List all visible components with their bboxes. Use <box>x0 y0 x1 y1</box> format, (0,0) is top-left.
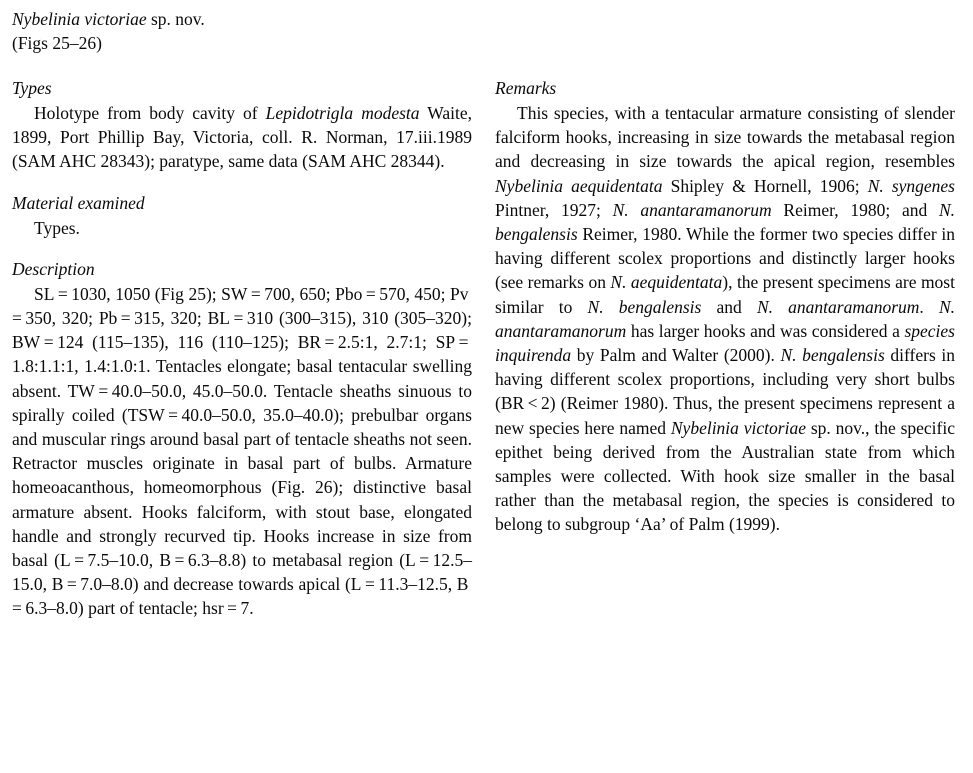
types-paragraph <box>12 101 472 174</box>
remarks-seg-21: differs in having different scolex proportions, including very short bulbs (BR < 2) (Reimer 1980). Thus, the present specimens represent a new species here named <box>495 345 955 438</box>
description-paragraph: SL = 1030, 1050 (Fig 25); SW = 700, 650; Pbo = 570, 450; Pv = 350, 320; Pb = 315, 320; BL = 310 (300–315), 310 (305–320); BW = 124 (115–135), 116 (110–125); BR = 2.5:1, 2.7:1; SP = 1.8:1.1:1, 1.4:1.0:1. Tentacles elongate; basal tentacular swelling absent. TW = 40.0–50.0, 45.0–50.0. Tentacle sheaths sinuous to spirally coiled (TSW = 40.0–50.0, 35.0–40.0); prebulbar organs and muscular rings around basal part of tentacle sheaths not seen. Retractor muscles originate in basal part of bulbs. Armature homeoacanthous, homeomorphous (Fig. 26); distinctive basal armature absent. Hooks falciform, with stout base, elongated handle and strongly recurved tip. Hooks increase in size from basal (L = 7.5–10.0, B = 6.3–8.8) to metabasal region (L = 12.5–15.0, B = 7.0–8.0) and decrease towards apical (L = 11.3–12.5, B = 6.3–8.0) part of tentacle; hsr = 7. <box>12 283 472 619</box>
remarks-italic-11: Nybelinia victoriae <box>670 417 806 438</box>
section-heading-description: Description <box>12 258 95 279</box>
section-heading-types: Types <box>12 78 52 98</box>
types-text-2: Waite, 1899, Port Phillip Bay, Victoria, coll. R. Norman, 17.iii.1989 (SAM AHC 28343); paratype, same data (SAM AHC 28344). <box>12 103 473 172</box>
types-italic-2: modesta <box>361 103 420 123</box>
left-column <box>12 76 472 621</box>
remarks-italic-1: Nybelinia aequidentata <box>495 175 663 196</box>
right-column <box>495 76 955 537</box>
remarks-seg-15: . <box>919 296 939 317</box>
section-heading-material-examined: Material examined <box>12 192 145 213</box>
remarks-seg-3: Shipley & Hornell, 1906; <box>662 175 868 196</box>
remarks-paragraph <box>495 101 955 537</box>
types-italic-1: Lepidotrigla <box>265 103 354 123</box>
remarks-seg-13: and <box>701 296 757 317</box>
remarks-italic-5: N. aequidentata <box>610 272 723 293</box>
remarks-seg-23: sp. nov., the specific epithet being derived from the Australian state from which samples were collected. With hook size smaller in the basal rather than the metabasal region, the species is considered to belong to subgroup ‘Aa’ of Palm (1999). <box>495 417 956 535</box>
remarks-seg-11: ), the present specimens are most similar to <box>495 272 955 317</box>
section-heading-remarks: Remarks <box>495 78 557 98</box>
remarks-italic-8: N. anantaramanorum <box>495 296 956 341</box>
species-name: Nybelinia victoriae <box>12 9 147 29</box>
remarks-seg-5: Pintner, 1927; <box>495 199 613 220</box>
figure-reference: (Figs 25–26) <box>12 33 102 53</box>
types-text-1: Holotype from body cavity of <box>34 103 266 123</box>
remarks-seg-9: Reimer, 1980. While the former two species differ in having different scolex proportions and distinctly larger hooks (see remarks on <box>495 224 955 293</box>
page-title <box>12 8 472 31</box>
remarks-italic-2: N. syngenes <box>867 175 955 196</box>
remarks-italic-6: N. bengalensis <box>587 296 702 317</box>
remarks-seg-17: has larger hooks and was considered a <box>626 320 905 341</box>
remarks-seg-1: This species, with a tentacular armature consisting of slender falciform hooks, increasing in size towards the metabasal region and decreasing in size towards the apical region, resembles <box>495 103 955 172</box>
remarks-italic-7: N. anantaramanorum <box>756 296 920 317</box>
remarks-italic-10: N. bengalensis <box>780 345 885 366</box>
species-rank: sp. nov. <box>146 9 205 29</box>
remarks-seg-19: by Palm and Walter (2000). <box>571 345 781 366</box>
material-paragraph: Types. <box>34 217 80 238</box>
remarks-italic-3: N. anantaramanorum <box>612 199 772 220</box>
remarks-seg-7: Reimer, 1980; and <box>771 199 939 220</box>
species-heading-block <box>12 8 472 55</box>
remarks-italic-4: N. bengalensis <box>495 199 956 245</box>
remarks-italic-9: species inquirenda <box>495 320 955 366</box>
